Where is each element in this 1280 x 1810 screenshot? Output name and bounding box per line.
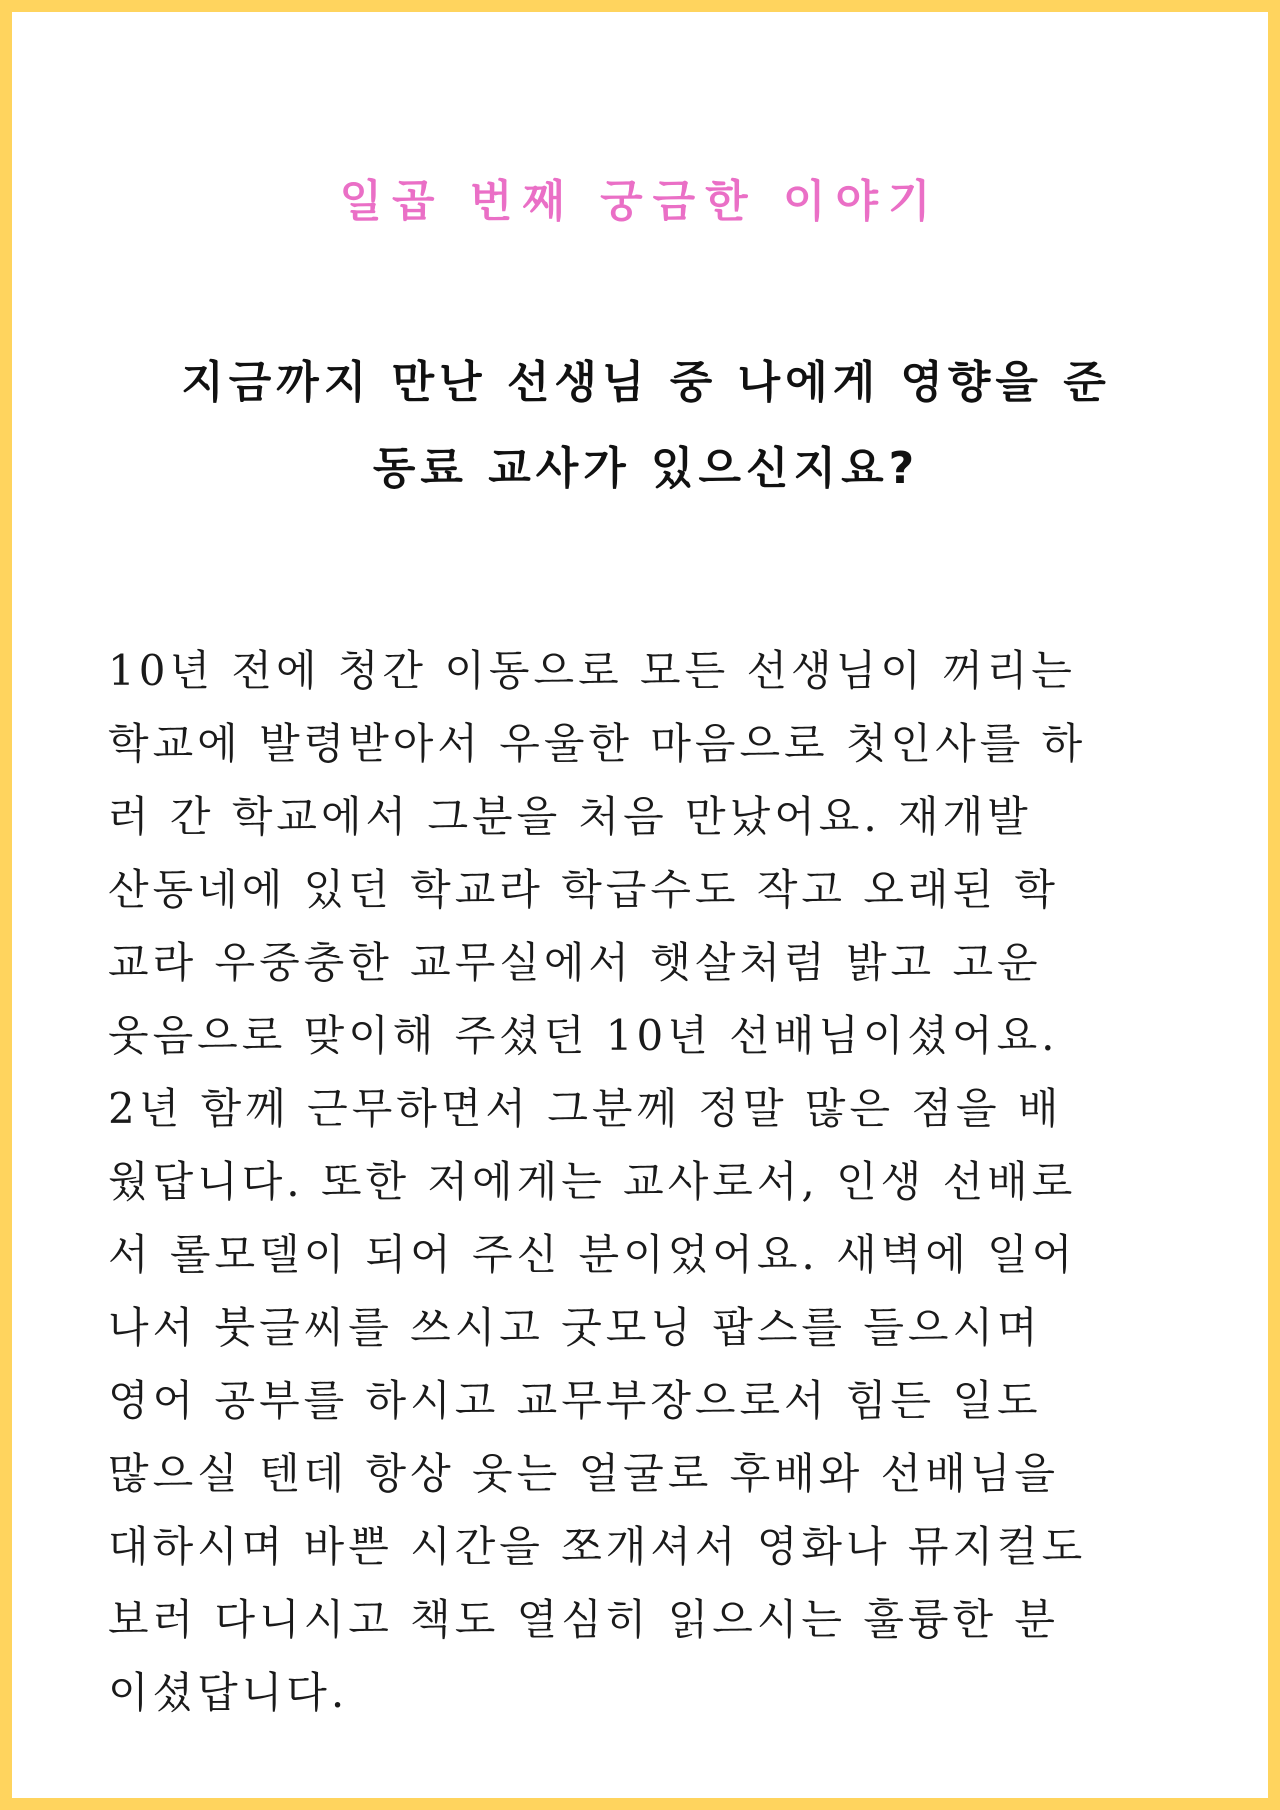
- body-line: 교라 우중충한 교무실에서 햇살처럼 밝고 고운: [108, 938, 1042, 987]
- body-line: 대하시며 바쁜 시간을 쪼개셔서 영화나 뮤지컬도: [108, 1522, 1087, 1571]
- question-line: 동료 교사가 있으신지요?: [372, 443, 920, 494]
- body-line: 학교에 발령받아서 우울한 마음으로 첫인사를 하: [108, 719, 1087, 768]
- body-line: 10년 전에 청간 이동으로 모든 선생님이 꺼리는: [108, 646, 1076, 695]
- body-line: 2년 함께 근무하면서 그분께 정말 많은 점을 배: [108, 1084, 1063, 1133]
- body-line: 산동네에 있던 학교라 학급수도 작고 오래된 학: [108, 865, 1059, 914]
- body-line: 러 간 학교에서 그분을 처음 만났어요. 재개발: [108, 792, 1032, 841]
- body-paragraph: [108, 634, 1200, 1729]
- body-line: 많으실 텐데 항상 웃는 얼굴로 후배와 선배님을: [108, 1449, 1059, 1498]
- body-line: 웠답니다. 또한 저에게는 교사로서, 인생 선배로: [108, 1157, 1077, 1206]
- body-line: 웃음으로 맞이해 주셨던 10년 선배님이셨어요.: [108, 1011, 1059, 1060]
- body-line: 보러 다니시고 책도 열심히 읽으시는 훌륭한 분: [108, 1595, 1059, 1644]
- body-line: 영어 공부를 하시고 교무부장으로서 힘든 일도: [108, 1376, 1042, 1425]
- body-line: 나서 붓글씨를 쓰시고 굿모닝 팝스를 들으시며: [108, 1303, 1042, 1352]
- body-line: 이셨답니다.: [108, 1668, 349, 1717]
- page-title: 일곱 번째 궁금한 이야기: [339, 176, 941, 227]
- body-line: 서 롤모델이 되어 주신 분이었어요. 새벽에 일어: [108, 1230, 1077, 1279]
- question-heading: [100, 340, 1192, 512]
- question-line: 지금까지 만난 선생님 중 나에게 영향을 준: [181, 357, 1111, 408]
